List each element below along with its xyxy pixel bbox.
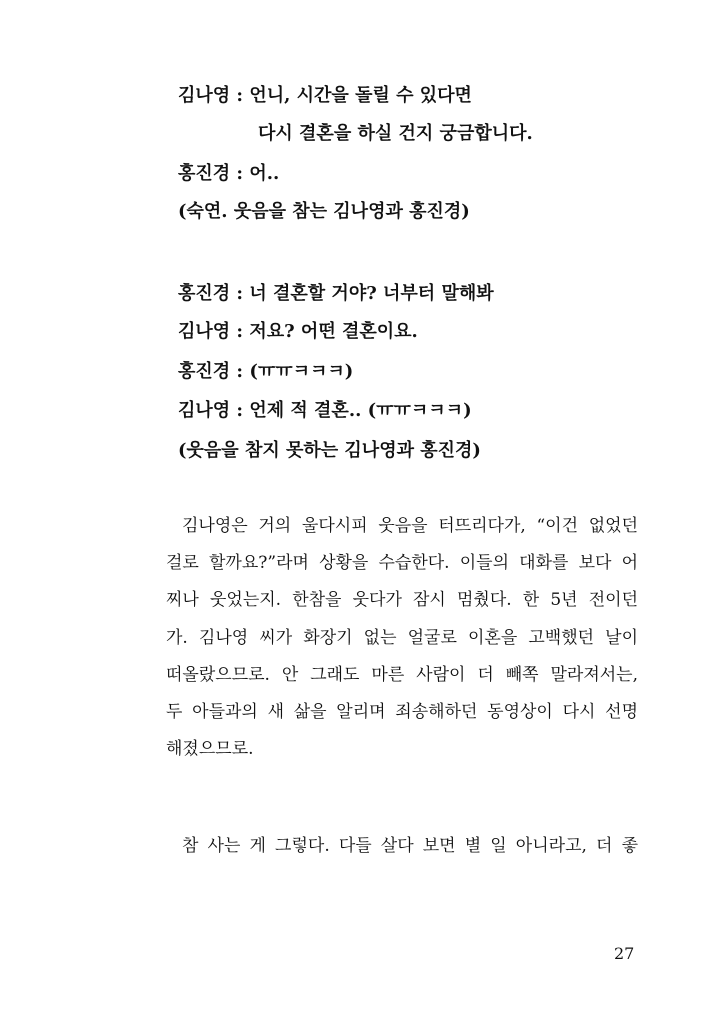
dialogue-line: 홍진경 : (ㅠㅠㅋㅋㅋ): [178, 361, 354, 382]
paragraph-line: 해졌으므로.: [166, 739, 254, 760]
dialogue-line: 김나영 : 언니, 시간을 돌릴 수 있다면: [178, 85, 472, 106]
page-number: 27: [614, 944, 635, 963]
paragraph-line: 걸로 할까요?”라며 상황을 수습한다. 이들의 대화를 보다 어: [166, 553, 638, 574]
paragraph-line: 김나영은 거의 울다시피 웃음을 터뜨리다가, “이건 없었던: [182, 516, 638, 536]
stage-direction: (숙연. 웃음을 참는 김나영과 홍진경): [178, 201, 470, 222]
body-paragraph: [166, 508, 638, 768]
stage-direction: (웃음을 참지 못하는 김나영과 홍진경): [178, 440, 481, 461]
dialogue-line: 김나영 : 저요? 어떤 결혼이요.: [178, 321, 418, 342]
dialogue-line: 홍진경 : 어..: [178, 163, 280, 184]
dialogue-line: 홍진경 : 너 결혼할 거야? 너부터 말해봐: [178, 283, 494, 304]
paragraph-line: 떠올랐으므로. 안 그래도 마른 사람이 더 빼쪽 말라져서는,: [166, 664, 638, 685]
dialogue-line-continuation: 다시 결혼을 하실 건지 궁금합니다.: [258, 123, 533, 144]
paragraph-line: 두 아들과의 새 삶을 알리며 죄송해하던 동영상이 다시 선명: [166, 702, 638, 723]
dialogue-line: 김나영 : 언제 적 결혼.. (ㅠㅠㅋㅋㅋ): [178, 400, 472, 421]
body-paragraph: [166, 828, 638, 865]
paragraph-line: 찌나 웃었는지. 한참을 웃다가 잠시 멈췄다. 한 5년 전이던: [166, 590, 638, 611]
paragraph-line: 가. 김나영 씨가 화장기 없는 얼굴로 이혼을 고백했던 날이: [166, 627, 638, 648]
paragraph-line: 참 사는 게 그렇다. 다들 살다 보면 별 일 아니라고, 더 좋: [182, 836, 638, 856]
